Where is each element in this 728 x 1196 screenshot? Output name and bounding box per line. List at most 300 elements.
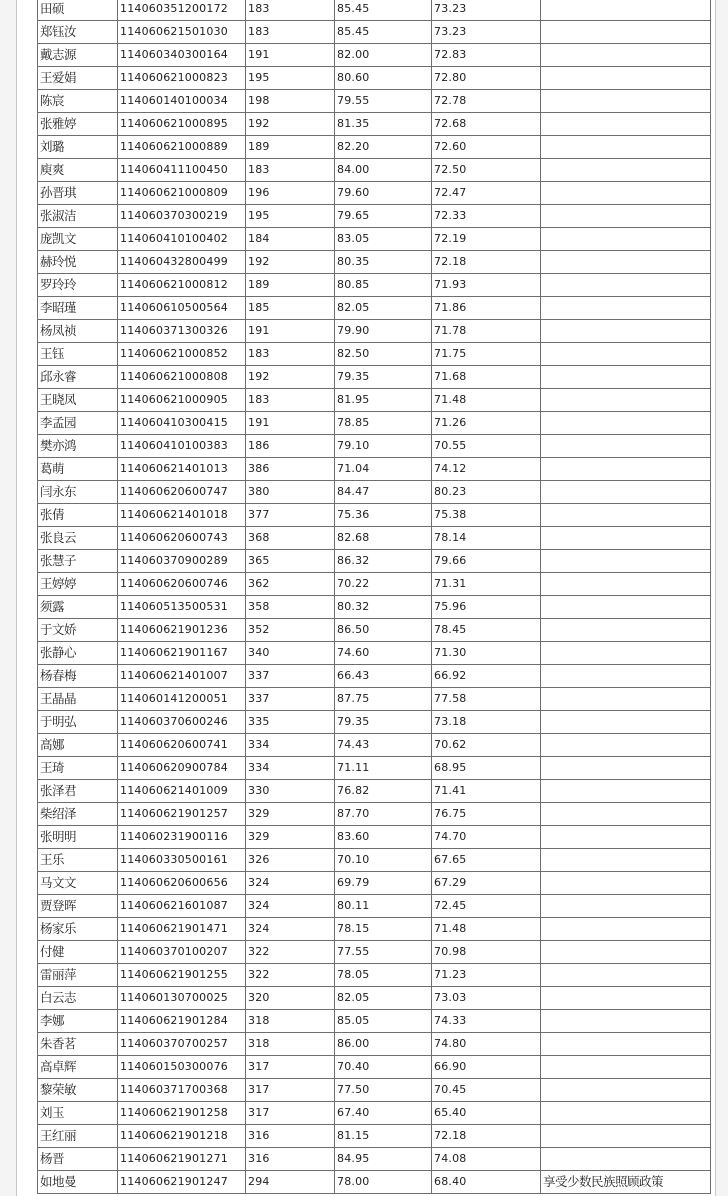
total-score-cell: 65.40: [432, 1102, 541, 1125]
table-row: [38, 550, 711, 573]
table-row: [38, 205, 711, 228]
exam-id-cell: 114060370900289: [118, 550, 246, 573]
note-cell: [541, 711, 711, 734]
candidate-name-cell: 樊亦鸿: [38, 435, 118, 458]
note-cell: [541, 182, 711, 205]
written-score-cell: 294: [246, 1171, 335, 1194]
table-row: [38, 918, 711, 941]
total-score-cell: 72.50: [432, 159, 541, 182]
candidate-name-cell: 杨春梅: [38, 665, 118, 688]
note-cell: [541, 688, 711, 711]
total-score-cell: 67.29: [432, 872, 541, 895]
written-score-cell: 324: [246, 872, 335, 895]
exam-id-cell: 114060621401007: [118, 665, 246, 688]
candidate-name-cell: 李娜: [38, 1010, 118, 1033]
exam-id-cell: 114060620600656: [118, 872, 246, 895]
total-score-cell: 71.86: [432, 297, 541, 320]
candidate-name-cell: 郑钰汝: [38, 21, 118, 44]
exam-id-cell: 114060371300326: [118, 320, 246, 343]
interview-score-cell: 67.40: [335, 1102, 432, 1125]
total-score-cell: 80.23: [432, 481, 541, 504]
exam-id-cell: 114060621901471: [118, 918, 246, 941]
total-score-cell: 67.65: [432, 849, 541, 872]
note-cell: [541, 550, 711, 573]
exam-id-cell: 114060621000895: [118, 113, 246, 136]
written-score-cell: 322: [246, 964, 335, 987]
total-score-cell: 75.38: [432, 504, 541, 527]
table-row: [38, 849, 711, 872]
written-score-cell: 192: [246, 366, 335, 389]
written-score-cell: 191: [246, 320, 335, 343]
exam-id-cell: 114060621901257: [118, 803, 246, 826]
note-cell: [541, 780, 711, 803]
note-cell: [541, 67, 711, 90]
note-cell: [541, 826, 711, 849]
total-score-cell: 78.14: [432, 527, 541, 550]
interview-score-cell: 83.05: [335, 228, 432, 251]
candidate-name-cell: 王晓凤: [38, 389, 118, 412]
interview-score-cell: 80.60: [335, 67, 432, 90]
exam-id-cell: 114060621901284: [118, 1010, 246, 1033]
note-cell: [541, 297, 711, 320]
written-score-cell: 316: [246, 1148, 335, 1171]
candidate-name-cell: 张倩: [38, 504, 118, 527]
note-cell: [541, 1056, 711, 1079]
exam-id-cell: 114060140100034: [118, 90, 246, 113]
interview-score-cell: 87.70: [335, 803, 432, 826]
written-score-cell: 183: [246, 389, 335, 412]
interview-score-cell: 70.22: [335, 573, 432, 596]
total-score-cell: 68.40: [432, 1171, 541, 1194]
table-row: [38, 619, 711, 642]
interview-score-cell: 82.68: [335, 527, 432, 550]
note-cell: [541, 435, 711, 458]
candidate-name-cell: 于明弘: [38, 711, 118, 734]
candidate-name-cell: 雷丽萍: [38, 964, 118, 987]
interview-score-cell: 81.35: [335, 113, 432, 136]
interview-score-cell: 82.05: [335, 987, 432, 1010]
written-score-cell: 330: [246, 780, 335, 803]
total-score-cell: 72.78: [432, 90, 541, 113]
candidate-name-cell: 孙晋琪: [38, 182, 118, 205]
table-row: [38, 458, 711, 481]
candidate-name-cell: 张良云: [38, 527, 118, 550]
candidate-name-cell: 戴志源: [38, 44, 118, 67]
total-score-cell: 72.68: [432, 113, 541, 136]
interview-score-cell: 81.95: [335, 389, 432, 412]
note-cell: [541, 159, 711, 182]
written-score-cell: 189: [246, 274, 335, 297]
total-score-cell: 74.33: [432, 1010, 541, 1033]
note-cell: [541, 734, 711, 757]
table-row: [38, 113, 711, 136]
written-score-cell: 318: [246, 1033, 335, 1056]
written-score-cell: 317: [246, 1056, 335, 1079]
written-score-cell: 183: [246, 159, 335, 182]
table-row: [38, 1033, 711, 1056]
note-cell: [541, 481, 711, 504]
total-score-cell: 70.55: [432, 435, 541, 458]
total-score-cell: 71.41: [432, 780, 541, 803]
total-score-cell: 66.92: [432, 665, 541, 688]
candidate-name-cell: 庞凯文: [38, 228, 118, 251]
interview-score-cell: 84.00: [335, 159, 432, 182]
written-score-cell: 186: [246, 435, 335, 458]
right-gutter: [716, 0, 728, 1196]
exam-id-cell: 114060621401013: [118, 458, 246, 481]
interview-score-cell: 76.82: [335, 780, 432, 803]
note-cell: [541, 228, 711, 251]
candidate-name-cell: 闫永东: [38, 481, 118, 504]
note-cell: [541, 941, 711, 964]
frame-left-border: [16, 0, 17, 1196]
table-row: [38, 757, 711, 780]
interview-score-cell: 80.35: [335, 251, 432, 274]
written-score-cell: 192: [246, 251, 335, 274]
total-score-cell: 71.48: [432, 389, 541, 412]
total-score-cell: 72.80: [432, 67, 541, 90]
note-cell: [541, 205, 711, 228]
written-score-cell: 377: [246, 504, 335, 527]
interview-score-cell: 79.10: [335, 435, 432, 458]
total-score-cell: 72.33: [432, 205, 541, 228]
candidate-name-cell: 刘玉: [38, 1102, 118, 1125]
interview-score-cell: 69.79: [335, 872, 432, 895]
total-score-cell: 74.80: [432, 1033, 541, 1056]
table-row: [38, 642, 711, 665]
interview-score-cell: 71.11: [335, 757, 432, 780]
interview-score-cell: 82.20: [335, 136, 432, 159]
interview-score-cell: 83.60: [335, 826, 432, 849]
note-cell: [541, 0, 711, 21]
table-row: [38, 527, 711, 550]
note-cell: [541, 389, 711, 412]
total-score-cell: 73.23: [432, 21, 541, 44]
interview-score-cell: 79.35: [335, 366, 432, 389]
total-score-cell: 71.78: [432, 320, 541, 343]
total-score-cell: 72.18: [432, 251, 541, 274]
table-row: [38, 665, 711, 688]
table-row: [38, 435, 711, 458]
interview-score-cell: 82.00: [335, 44, 432, 67]
table-row: [38, 1102, 711, 1125]
table-row: [38, 297, 711, 320]
table-row: [38, 0, 711, 21]
written-score-cell: 380: [246, 481, 335, 504]
written-score-cell: 335: [246, 711, 335, 734]
candidate-name-cell: 王红丽: [38, 1125, 118, 1148]
exam-id-cell: 114060620900784: [118, 757, 246, 780]
candidate-name-cell: 朱香茗: [38, 1033, 118, 1056]
exam-id-cell: 114060351200172: [118, 0, 246, 21]
total-score-cell: 71.75: [432, 343, 541, 366]
interview-score-cell: 70.40: [335, 1056, 432, 1079]
candidate-name-cell: 张静心: [38, 642, 118, 665]
note-cell: [541, 251, 711, 274]
table-row: [38, 251, 711, 274]
score-table-body: [38, 0, 711, 1194]
total-score-cell: 68.95: [432, 757, 541, 780]
total-score-cell: 71.68: [432, 366, 541, 389]
candidate-name-cell: 王乐: [38, 849, 118, 872]
candidate-name-cell: 陈宸: [38, 90, 118, 113]
total-score-cell: 71.26: [432, 412, 541, 435]
table-row: [38, 780, 711, 803]
interview-score-cell: 78.85: [335, 412, 432, 435]
interview-score-cell: 78.05: [335, 964, 432, 987]
table-row: [38, 182, 711, 205]
interview-score-cell: 74.60: [335, 642, 432, 665]
table-row: [38, 573, 711, 596]
written-score-cell: 324: [246, 918, 335, 941]
table-row: [38, 366, 711, 389]
candidate-name-cell: 高娜: [38, 734, 118, 757]
interview-score-cell: 77.50: [335, 1079, 432, 1102]
exam-id-cell: 114060621901258: [118, 1102, 246, 1125]
table-row: [38, 1148, 711, 1171]
note-cell: [541, 504, 711, 527]
written-score-cell: 191: [246, 44, 335, 67]
written-score-cell: 358: [246, 596, 335, 619]
written-score-cell: 334: [246, 734, 335, 757]
exam-id-cell: 114060621901167: [118, 642, 246, 665]
candidate-name-cell: 邱永睿: [38, 366, 118, 389]
total-score-cell: 72.47: [432, 182, 541, 205]
table-row: [38, 21, 711, 44]
exam-id-cell: 114060620600746: [118, 573, 246, 596]
total-score-cell: 70.45: [432, 1079, 541, 1102]
table-row: [38, 504, 711, 527]
note-cell: [541, 21, 711, 44]
note-cell: [541, 872, 711, 895]
note-cell: [541, 964, 711, 987]
exam-id-cell: 114060620600743: [118, 527, 246, 550]
table-row: [38, 688, 711, 711]
total-score-cell: 74.12: [432, 458, 541, 481]
total-score-cell: 73.03: [432, 987, 541, 1010]
table-row: [38, 1171, 711, 1194]
written-score-cell: 198: [246, 90, 335, 113]
interview-score-cell: 71.04: [335, 458, 432, 481]
table-row: [38, 481, 711, 504]
candidate-name-cell: 庾爽: [38, 159, 118, 182]
written-score-cell: 317: [246, 1102, 335, 1125]
table-row: [38, 90, 711, 113]
written-score-cell: 183: [246, 343, 335, 366]
written-score-cell: 337: [246, 688, 335, 711]
note-cell: [541, 642, 711, 665]
candidate-name-cell: 王爱娟: [38, 67, 118, 90]
note-cell: [541, 1102, 711, 1125]
total-score-cell: 71.48: [432, 918, 541, 941]
note-cell: [541, 757, 711, 780]
interview-score-cell: 80.85: [335, 274, 432, 297]
note-cell: [541, 1010, 711, 1033]
table-row: [38, 734, 711, 757]
written-score-cell: 368: [246, 527, 335, 550]
exam-id-cell: 114060513500531: [118, 596, 246, 619]
note-cell: [541, 596, 711, 619]
interview-score-cell: 80.11: [335, 895, 432, 918]
table-row: [38, 1010, 711, 1033]
candidate-name-cell: 如地曼: [38, 1171, 118, 1194]
total-score-cell: 71.93: [432, 274, 541, 297]
table-row: [38, 872, 711, 895]
exam-id-cell: 114060620600741: [118, 734, 246, 757]
exam-id-cell: 114060621601087: [118, 895, 246, 918]
table-row: [38, 987, 711, 1010]
note-cell: [541, 343, 711, 366]
interview-score-cell: 86.50: [335, 619, 432, 642]
total-score-cell: 66.90: [432, 1056, 541, 1079]
candidate-name-cell: 王琦: [38, 757, 118, 780]
note-cell: [541, 665, 711, 688]
interview-score-cell: 79.65: [335, 205, 432, 228]
exam-id-cell: 114060141200051: [118, 688, 246, 711]
candidate-name-cell: 刘璐: [38, 136, 118, 159]
candidate-name-cell: 罗玲玲: [38, 274, 118, 297]
written-score-cell: 189: [246, 136, 335, 159]
written-score-cell: 320: [246, 987, 335, 1010]
note-cell: [541, 366, 711, 389]
candidate-name-cell: 付健: [38, 941, 118, 964]
written-score-cell: 183: [246, 0, 335, 21]
interview-score-cell: 79.55: [335, 90, 432, 113]
total-score-cell: 78.45: [432, 619, 541, 642]
total-score-cell: 74.08: [432, 1148, 541, 1171]
table-row: [38, 1125, 711, 1148]
note-cell: [541, 412, 711, 435]
exam-id-cell: 114060370300219: [118, 205, 246, 228]
exam-id-cell: 114060621401018: [118, 504, 246, 527]
candidate-name-cell: 高卓辉: [38, 1056, 118, 1079]
interview-score-cell: 66.43: [335, 665, 432, 688]
candidate-name-cell: 李昭瑾: [38, 297, 118, 320]
interview-score-cell: 85.45: [335, 21, 432, 44]
table-row: [38, 1056, 711, 1079]
table-row: [38, 159, 711, 182]
note-cell: [541, 458, 711, 481]
interview-score-cell: 75.36: [335, 504, 432, 527]
total-score-cell: 75.96: [432, 596, 541, 619]
table-row: [38, 711, 711, 734]
written-score-cell: 316: [246, 1125, 335, 1148]
total-score-cell: 71.23: [432, 964, 541, 987]
table-row: [38, 412, 711, 435]
exam-id-cell: 114060370600246: [118, 711, 246, 734]
interview-score-cell: 78.00: [335, 1171, 432, 1194]
written-score-cell: 386: [246, 458, 335, 481]
candidate-name-cell: 张明明: [38, 826, 118, 849]
note-cell: [541, 527, 711, 550]
exam-id-cell: 114060432800499: [118, 251, 246, 274]
interview-score-cell: 84.47: [335, 481, 432, 504]
total-score-cell: 74.70: [432, 826, 541, 849]
table-row: [38, 274, 711, 297]
interview-score-cell: 86.00: [335, 1033, 432, 1056]
written-score-cell: 195: [246, 205, 335, 228]
written-score-cell: 365: [246, 550, 335, 573]
table-row: [38, 389, 711, 412]
table-row: [38, 320, 711, 343]
total-score-cell: 72.19: [432, 228, 541, 251]
note-cell: [541, 619, 711, 642]
written-score-cell: 329: [246, 826, 335, 849]
total-score-cell: 71.30: [432, 642, 541, 665]
total-score-cell: 72.18: [432, 1125, 541, 1148]
written-score-cell: 326: [246, 849, 335, 872]
interview-score-cell: 79.35: [335, 711, 432, 734]
exam-id-cell: 114060621000889: [118, 136, 246, 159]
note-cell: [541, 1033, 711, 1056]
exam-id-cell: 114060621000905: [118, 389, 246, 412]
note-cell: [541, 1148, 711, 1171]
candidate-name-cell: 王晶晶: [38, 688, 118, 711]
total-score-cell: 70.98: [432, 941, 541, 964]
table-row: [38, 826, 711, 849]
note-cell: [541, 320, 711, 343]
written-score-cell: 317: [246, 1079, 335, 1102]
table-row: [38, 1079, 711, 1102]
candidate-name-cell: 张雅婷: [38, 113, 118, 136]
table-row: [38, 228, 711, 251]
interview-score-cell: 70.10: [335, 849, 432, 872]
exam-id-cell: 114060340300164: [118, 44, 246, 67]
exam-id-cell: 114060410100402: [118, 228, 246, 251]
interview-score-cell: 87.75: [335, 688, 432, 711]
written-score-cell: 352: [246, 619, 335, 642]
total-score-cell: 70.62: [432, 734, 541, 757]
score-table: [37, 0, 711, 1194]
candidate-name-cell: 马文文: [38, 872, 118, 895]
exam-id-cell: 114060621000852: [118, 343, 246, 366]
exam-id-cell: 114060621000823: [118, 67, 246, 90]
note-cell: [541, 918, 711, 941]
note-cell: [541, 1125, 711, 1148]
candidate-name-cell: 田硕: [38, 0, 118, 21]
interview-score-cell: 79.90: [335, 320, 432, 343]
candidate-name-cell: 张慧子: [38, 550, 118, 573]
exam-id-cell: 114060620600747: [118, 481, 246, 504]
total-score-cell: 72.60: [432, 136, 541, 159]
interview-score-cell: 82.05: [335, 297, 432, 320]
exam-id-cell: 114060621000808: [118, 366, 246, 389]
candidate-name-cell: 杨家乐: [38, 918, 118, 941]
written-score-cell: 196: [246, 182, 335, 205]
written-score-cell: 322: [246, 941, 335, 964]
candidate-name-cell: 王婷婷: [38, 573, 118, 596]
candidate-name-cell: 白云志: [38, 987, 118, 1010]
table-row: [38, 67, 711, 90]
candidate-name-cell: 李孟园: [38, 412, 118, 435]
candidate-name-cell: 赫玲悦: [38, 251, 118, 274]
exam-id-cell: 114060621901247: [118, 1171, 246, 1194]
exam-id-cell: 114060231900116: [118, 826, 246, 849]
exam-id-cell: 114060370100207: [118, 941, 246, 964]
interview-score-cell: 77.55: [335, 941, 432, 964]
written-score-cell: 183: [246, 21, 335, 44]
written-score-cell: 337: [246, 665, 335, 688]
interview-score-cell: 78.15: [335, 918, 432, 941]
note-cell: [541, 113, 711, 136]
note-cell: [541, 849, 711, 872]
exam-id-cell: 114060410300415: [118, 412, 246, 435]
note-cell: [541, 573, 711, 596]
candidate-name-cell: 张泽君: [38, 780, 118, 803]
table-row: [38, 895, 711, 918]
interview-score-cell: 81.15: [335, 1125, 432, 1148]
written-score-cell: 324: [246, 895, 335, 918]
